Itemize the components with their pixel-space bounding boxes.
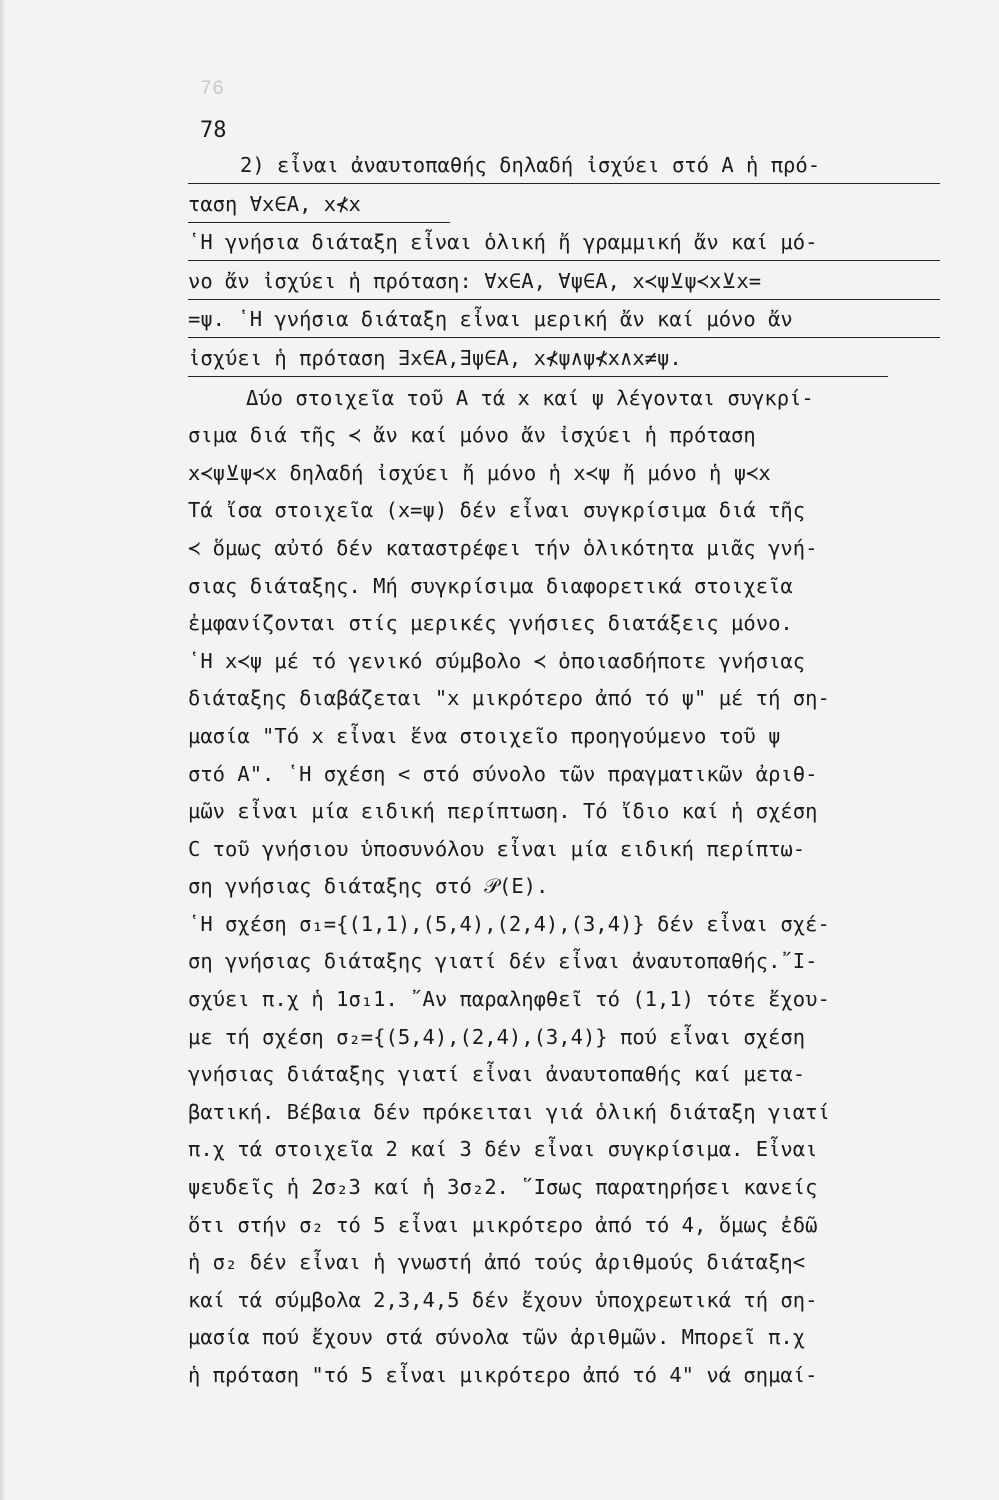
text-line: ἐμφανίζονται στίς μερικές γνήσιες διατάξεις μόνο. (188, 611, 793, 636)
text-line: μασία πού ἔχουν στά σύνολα τῶν ἀριθμῶν. Μπορεῖ π.χ (188, 1325, 806, 1350)
text-line: διάταξης διαβάζεται "x μικρότερο ἀπό τό ψ" μέ τή ση- (188, 686, 830, 711)
text-line: Τά ἴσα στοιχεῖα (x=ψ) δέν εἶναι συγκρίσιμα διά τῆς (188, 498, 806, 523)
text-line: ≺ ὅμως αὐτό δέν καταστρέφει τήν ὁλικότητα μιᾶς γνή- (188, 535, 818, 560)
text-line: σιας διάταξης. Μή συγκρίσιμα διαφορετικά στοιχεῖα (188, 573, 793, 598)
text-line: ταση ∀x∈A, x⊀x (188, 187, 450, 223)
ghost-page-number: 76 (200, 78, 225, 101)
text-line: ῾Η σχέση σ₁={(1,1),(5,4),(2,4),(3,4)} δέν εἶναι σχέ- (188, 911, 830, 936)
text-line: π.χ τά στοιχεῖα 2 καί 3 δέν εἶναι συγκρίσιμα. Εἶναι (188, 1137, 818, 1162)
text-line: ψευδεῖς ἡ 2σ₂3 καί ἡ 3σ₂2. ῞Ισως παρατηρήσει κανείς (188, 1175, 818, 1200)
text-line: με τή σχέση σ₂={(5,4),(2,4),(3,4)} πού εἶναι σχέση (188, 1024, 806, 1049)
text-line: σιμα διά τῆς ≺ ἄν καί μόνο ἄν ἰσχύει ἡ πρόταση (188, 423, 756, 448)
text-line: στό A". ῾Η σχέση < στό σύνολο τῶν πραγματικῶν ἀριθ- (188, 761, 818, 786)
page-left-edge-shadow (0, 0, 6, 1500)
text-line: 2) εἶναι ἀναυτοπαθής δηλαδή ἰσχύει στό A ἡ πρό- (188, 148, 940, 184)
text-line: ἰσχύει ἡ πρόταση ∃x∈A,∃ψ∈A, x⊀ψ∧ψ⊀x∧x≠ψ. (188, 341, 888, 377)
text-line: ἡ σ₂ δέν εἶναι ἡ γνωστή ἀπό τούς ἀριθμούς διάταξη< (188, 1250, 806, 1275)
text-line: ῾Η γνήσια διάταξη εἶναι ὁλική ἤ γραμμική ἄν καί μό- (188, 225, 940, 261)
text-line: ῾Η x≺ψ μέ τό γενικό σύμβολο ≺ ὁποιασδήποτε γνήσιας (188, 648, 806, 673)
text-line: ἡ πρόταση "τό 5 εἶναι μικρότερο ἀπό τό 4" νά σημαί- (188, 1363, 818, 1387)
text-line: μασία "Τό x εἶναι ἕνα στοιχεῖο προηγούμενο τοῦ ψ (188, 723, 781, 748)
page-number: 78 (200, 118, 227, 143)
text-line: βατική. Βέβαια δέν πρόκειται γιά ὁλική διάταξη γιατί (188, 1099, 830, 1124)
page-body (188, 148, 940, 1395)
text-line: =ψ. ῾Η γνήσια διάταξη εἶναι μερική ἄν καί μόνο ἄν (188, 302, 940, 338)
text-line: γνήσιας διάταξης γιατί εἶναι ἀναυτοπαθής καί μετα- (188, 1062, 806, 1087)
text-line: σχύει π.χ ἡ 1σ₁1. ῎Αν παραληφθεῖ τό (1,1) τότε ἔχου- (188, 987, 830, 1012)
text-line: Δύο στοιχεῖα τοῦ A τά x καί ψ λέγονται συγκρί- (246, 385, 814, 410)
text-line: x≺ψ⊻ψ≺x δηλαδή ἰσχύει ἤ μόνο ἡ x≺ψ ἤ μόνο ἡ ψ≺x (188, 460, 771, 485)
text-line: ση γνήσιας διάταξης στό 𝒫(E). (188, 874, 549, 899)
text-line: μῶν εἶναι μία ειδική περίπτωση. Τό ἴδιο καί ἡ σχέση (188, 799, 818, 824)
text-line: καί τά σύμβολα 2,3,4,5 δέν ἔχουν ὑποχρεωτικά τή ση- (188, 1287, 818, 1312)
text-line: ὅτι στήν σ₂ τό 5 εἶναι μικρότερο ἀπό τό 4, ὅμως ἐδῶ (188, 1212, 818, 1237)
text-line: ση γνήσιας διάταξης γιατί δέν εἶναι ἀναυτοπαθής.῎Ι- (188, 949, 818, 974)
text-line: νο ἄν ἰσχύει ἡ πρόταση: ∀x∈A, ∀ψ∈A, x≺ψ⊻ψ≺x⊻x= (188, 264, 940, 300)
text-line: C τοῦ γνήσιου ὑποσυνόλου εἶναι μία ειδική περίπτω- (188, 836, 806, 861)
